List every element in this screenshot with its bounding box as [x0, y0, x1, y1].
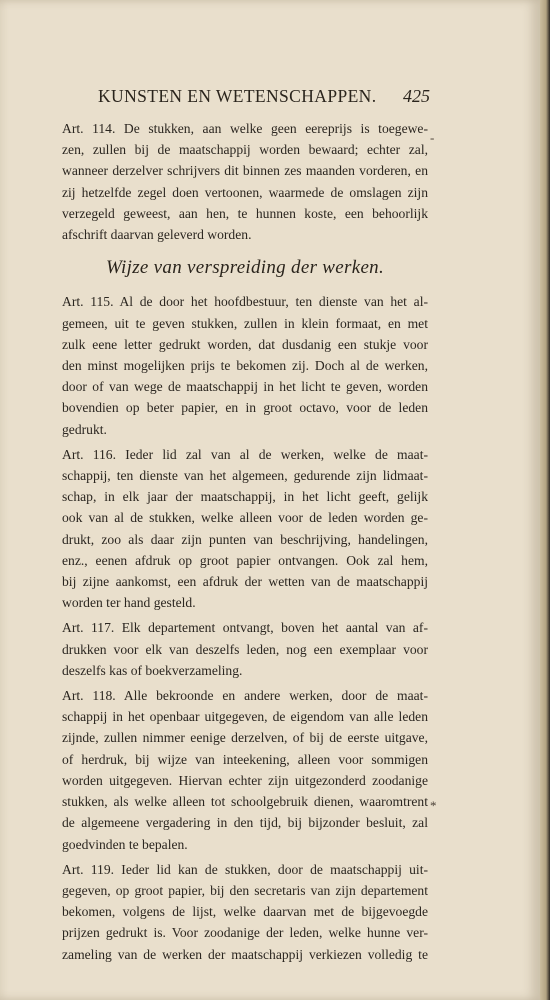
text-line: den minst mogelijken prijs te bekomen zij. Doch al de werken,: [62, 358, 428, 374]
page-header: [98, 86, 430, 110]
text-line: bij zijne aankomst, een afdruk der wetten van de maatschappij: [62, 574, 428, 590]
text-line: zij hetzelfde zegel doen vertoonen, waarmede de omslagen zijn: [62, 184, 428, 200]
page-edge: [540, 0, 550, 1000]
page-body: [62, 118, 428, 969]
text-line: Art. 119. Ieder lid kan de stukken, door de maatschappij uit-: [62, 861, 428, 877]
text-line: de algemeene vergadering in den tijd, bij bijzonder besluit, zal: [62, 815, 428, 831]
text-line: wanneer derzelver schrijvers dit binnen zes maanden vorderen, en: [62, 163, 428, 179]
text-line: zameling van de werken der maatschappij verkiezen volledig te: [62, 946, 428, 962]
text-line: Art. 118. Alle bekroonde en andere werken, door de maat-: [62, 688, 428, 704]
text-line: goedvinden te bepalen.: [62, 836, 188, 852]
section-heading: Wijze van verspreiding der werken.: [105, 257, 385, 279]
stray-dash-mark: -: [430, 130, 435, 145]
text-line: deszelfs kas of boekverzameling.: [62, 662, 243, 678]
text-line: afschrift daarvan geleverd worden.: [62, 227, 252, 243]
text-line: gegeven, op groot papier, bij den secretaris van zijn departement: [62, 882, 428, 898]
text-line: verzegeld geweest, aan hen, te hunnen koste, een behoorlijk: [62, 205, 428, 221]
text-line: schappij, ten dienste van het algemeen, gedurende zijn lidmaat-: [62, 468, 428, 484]
text-line: bekomen, volgens de lijst, welke daarvan met de bijgevoegde: [62, 904, 428, 920]
text-line: schap, in elk jaar der maatschappij, in het licht geeft, gelijk: [62, 489, 428, 505]
article-114: [62, 118, 428, 245]
article-118: [62, 685, 428, 855]
article-119: [62, 859, 428, 965]
text-line: gedrukt.: [62, 421, 107, 437]
text-line: zulk eene letter gedrukt worden, dat dusdanig een stukje voor: [62, 336, 428, 352]
text-line: zen, zullen bij de maatschappij worden bewaard; echter zal,: [62, 142, 428, 158]
text-line: worden ter hand gesteld.: [62, 595, 196, 611]
page-number: 425: [403, 86, 430, 106]
text-line: prijzen gedrukt is. Voor zoodanige der leden, welke hunne ver-: [62, 925, 428, 941]
article-117: [62, 617, 428, 681]
text-line: enz., eenen afdruk op groot papier ontvangen. Ook zal hem,: [62, 552, 428, 568]
article-115: [62, 291, 428, 439]
text-line: gemeen, uit te geven stukken, zullen in klein formaat, en met: [62, 315, 428, 331]
text-line: Art. 117. Elk departement ontvangt, boven het aantal van af-: [62, 620, 428, 636]
article-116: [62, 444, 428, 614]
text-line: zijnde, zullen nimmer eenige derzelven, of bij de eerste uitgave,: [62, 730, 428, 746]
text-line: drukt, zoo als daar zijn punten van beschrijving, handelingen,: [62, 531, 428, 547]
text-line: schappij in het openbaar uitgegeven, de eigendom van alle leden: [62, 709, 428, 725]
margin-star-mark: *: [430, 798, 437, 813]
text-line: door of van wege de maatschappij in het licht te geven, worden: [62, 379, 428, 395]
text-line: stukken, als welke alleen tot schoolgebruik dienen, waaromtrent: [62, 794, 428, 810]
running-head: KUNSTEN EN WETENSCHAPPEN.: [98, 86, 377, 106]
text-line: bovendien op beter papier, en in groot octavo, voor de leden: [62, 400, 428, 416]
text-line: worden uitgegeven. Hiervan echter zijn uitgezonderd zoodanige: [62, 772, 428, 788]
text-line: Art. 115. Al de door het hoofdbestuur, ten dienste van het al-: [62, 294, 428, 310]
text-line: Art. 116. Ieder lid zal van al de werken, welke de maat-: [62, 446, 428, 462]
text-line: of herdruk, bij wijze van inteekening, alleen voor sommigen: [62, 751, 428, 767]
text-line: ook van al de stukken, welke alleen voor de leden worden ge-: [62, 510, 428, 526]
text-line: drukken voor elk van deszelfs leden, nog een exemplaar voor: [62, 641, 428, 657]
text-line: Art. 114. De stukken, aan welke geen eereprijs is toegewe-: [62, 121, 428, 136]
